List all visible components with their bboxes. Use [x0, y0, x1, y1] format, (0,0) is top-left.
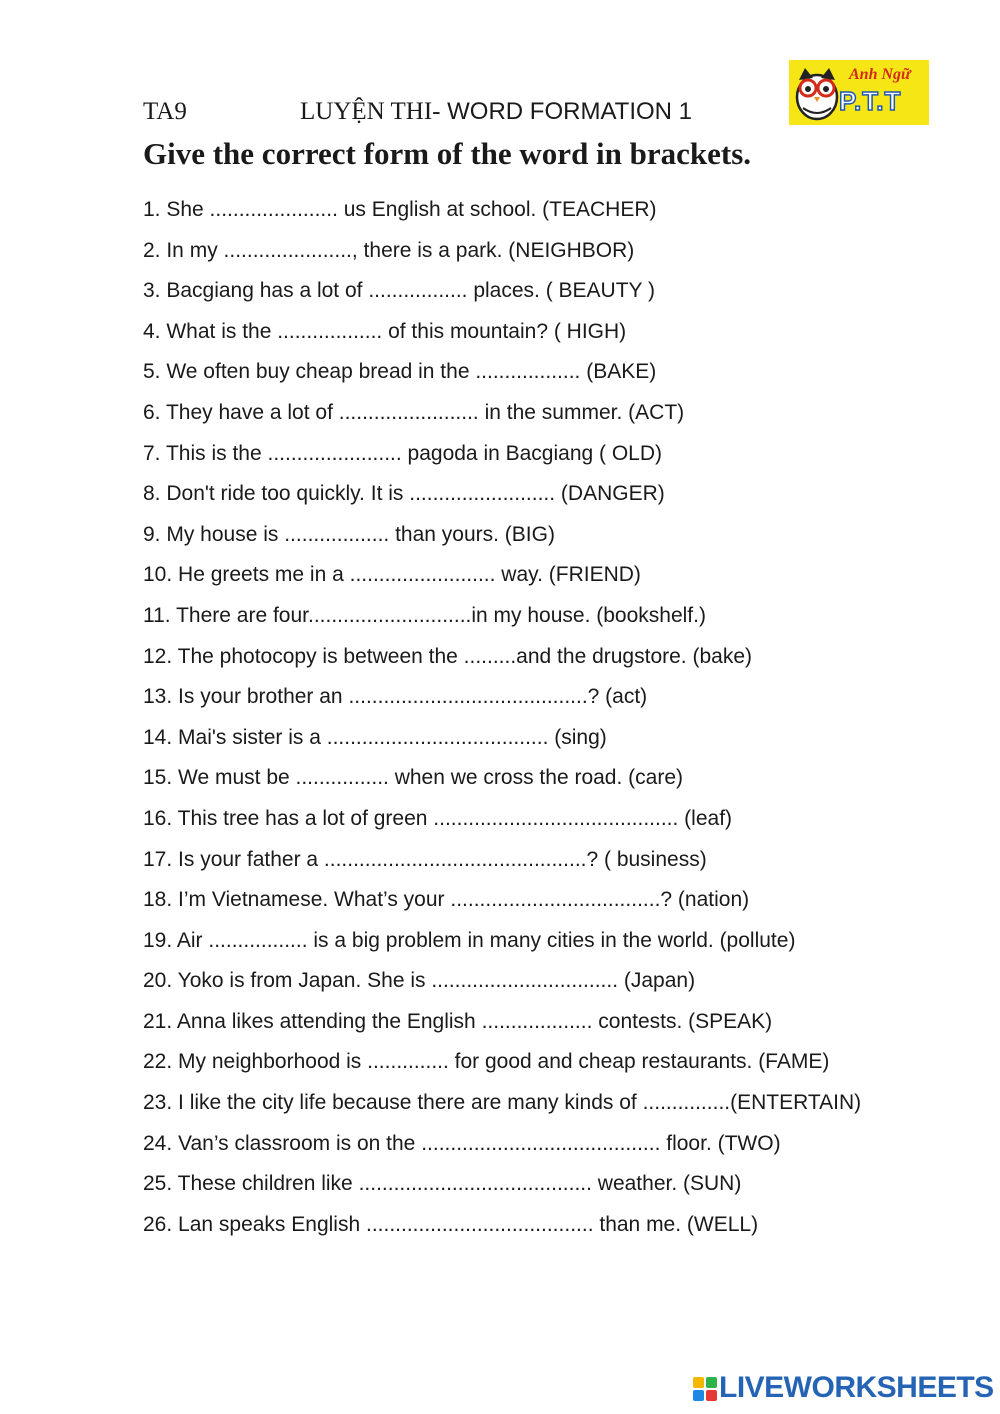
question-item: 10. He greets me in a ......................... way. (FRIEND) [143, 563, 641, 587]
course-code: TA9 [143, 98, 187, 125]
question-item: 17. Is your father a .............................................? ( business) [143, 847, 707, 871]
owl-icon [793, 64, 843, 121]
question-item: 9. My house is .................. than yours. (BIG) [143, 522, 555, 546]
liveworksheets-logo-icon [693, 1377, 717, 1401]
question-item: 22. My neighborhood is .............. for good and cheap restaurants. (FAME) [143, 1050, 830, 1074]
logo-tagline: Anh Ngữ [849, 66, 911, 83]
instructions-heading: Give the correct form of the word in brackets. [143, 136, 752, 171]
question-item: 12. The photocopy is between the .........and the drugstore. (bake) [143, 644, 752, 668]
title-suffix: WORD FORMATION 1 [440, 98, 693, 125]
question-item: 18. I’m Vietnamese. What’s your ....................................? (nation) [143, 888, 750, 912]
question-item: 15. We must be ................ when we cross the road. (care) [143, 766, 683, 790]
question-item: 7. This is the ....................... pagoda in Bacgiang ( OLD) [143, 441, 663, 465]
question-item: 25. These children like ........................................ weather. (SUN) [143, 1172, 742, 1196]
question-item: 14. Mai's sister is a ...................................... (sing) [143, 725, 607, 749]
school-logo [789, 60, 929, 125]
question-list [143, 190, 904, 1245]
question-item: 6. They have a lot of ........................ in the summer. (ACT) [143, 400, 685, 424]
question-item: 16. This tree has a lot of green .......................................... (leaf) [143, 806, 733, 830]
question-item: 19. Air ................. is a big problem in many cities in the world. (pollute) [143, 928, 796, 952]
liveworksheets-wordmark: LIVEWORKSHEETS [719, 1371, 994, 1404]
worksheet-header [143, 98, 692, 126]
question-item: 21. Anna likes attending the English ................... contests. (SPEAK) [143, 1009, 773, 1033]
question-item: 23. I like the city life because there are many kinds of ...............(ENTERTAIN) [143, 1091, 862, 1115]
question-item: 1. She ...................... us English at school. (TEACHER) [143, 198, 657, 221]
question-item: 11. There are four............................in my house. (bookshelf.) [143, 603, 706, 627]
question-item: 13. Is your brother an .........................................? (act) [143, 685, 648, 709]
question-item: 2. In my ......................, there is a park. (NEIGHBOR) [143, 238, 635, 262]
question-item: 5. We often buy cheap bread in the .................. (BAKE) [143, 360, 657, 384]
question-item: 26. Lan speaks English ....................................... than me. (WELL) [143, 1212, 759, 1236]
question-item: 8. Don't ride too quickly. It is ......................... (DANGER) [143, 482, 665, 506]
question-item: 20. Yoko is from Japan. She is ................................ (Japan) [143, 969, 696, 993]
question-item: 24. Van’s classroom is on the ......................................... floor. (TWO) [143, 1131, 781, 1155]
question-item: 3. Bacgiang has a lot of ................. places. ( BEAUTY ) [143, 279, 656, 303]
title-prefix: LUYỆN THI- [300, 98, 441, 125]
question-item: 4. What is the .................. of this mountain? ( HIGH) [143, 319, 627, 343]
logo-name: P.T.T [839, 86, 902, 116]
